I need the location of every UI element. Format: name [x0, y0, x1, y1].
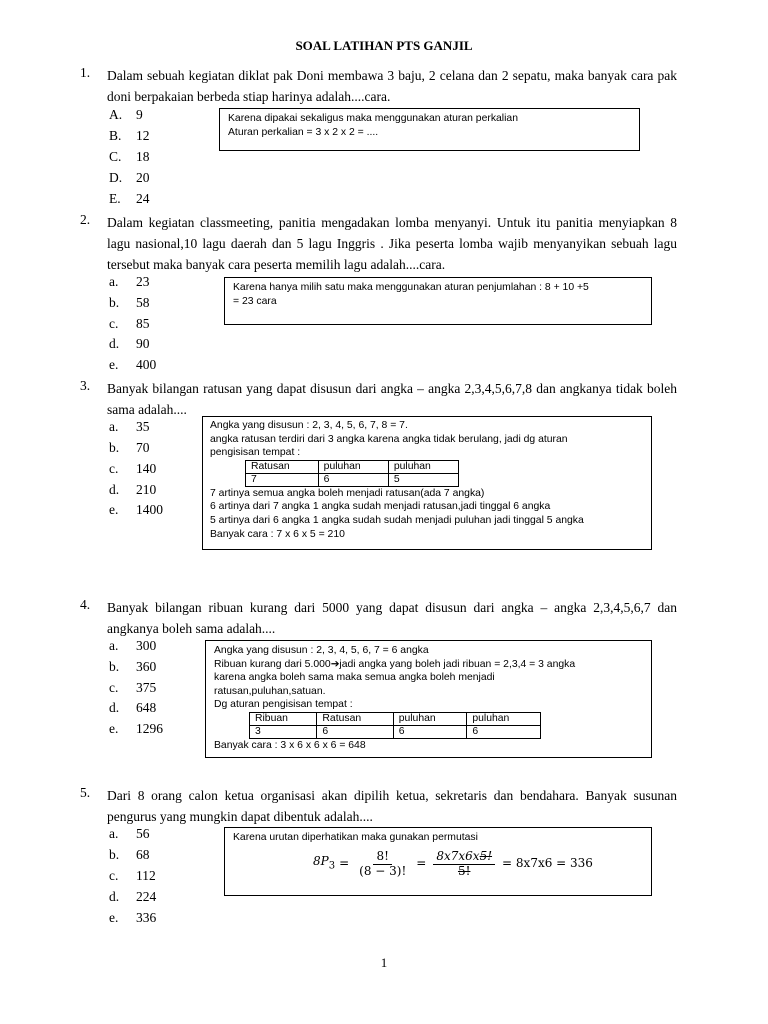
table-row — [250, 712, 541, 725]
q4-box-line — [214, 658, 643, 672]
q5-option-value: 112 — [136, 868, 156, 883]
table-header-cell: puluhan — [388, 460, 458, 473]
q2-box-line: Karena hanya milih satu maka menggunakan aturan penjumlahan : 8 + 10 +5 — [233, 282, 589, 293]
q2-option-value: 58 — [136, 295, 150, 310]
q3-option-value: 140 — [136, 461, 157, 476]
table-header-cell: puluhan — [318, 460, 388, 473]
q2-answer-box — [224, 277, 652, 325]
formula-fraction-2 — [433, 850, 495, 878]
table-cell: 7 — [246, 473, 319, 486]
formula-result: = 8x7x6 = 336 — [502, 856, 593, 871]
question-2-text: Dalam kegiatan classmeeting, panitia mengadakan lomba menyanyi. Untuk itu panitia menyiapkan 8 lagu nasional,10 lagu daerah dan 5 lagu Inggris . Jika peserta lomba wajib menyanyikan sebuah lagu tersebut maka banyak cara peserta memilih lagu adalah....cara. — [107, 215, 677, 272]
table-header-cell: Ratusan — [246, 460, 319, 473]
q4-option-letter: d. — [109, 700, 120, 715]
q1-option-letter: C. — [109, 149, 122, 164]
q1-answer-box — [219, 108, 640, 151]
table-cell: 6 — [317, 725, 393, 738]
fraction-numerator: 8! — [373, 850, 391, 865]
q2-option-value: 90 — [136, 336, 150, 351]
q4-place-value-table — [249, 712, 541, 739]
fraction-numerator — [433, 850, 495, 865]
table-header-cell: Ribuan — [250, 712, 317, 725]
question-1-text: Dalam sebuah kegiatan diklat pak Doni membawa 3 baju, 2 celana dan 2 sepatu, maka banyak cara pak doni berpakaian berbeda stiap harinya adalah....cara. — [107, 68, 677, 104]
page-title: SOAL LATIHAN PTS GANJIL — [295, 38, 473, 53]
fraction-denominator: 5! — [457, 863, 471, 878]
question-3-text: Banyak bilangan ratusan yang dapat disusun dari angka – angka 2,3,4,5,6,7,8 dan angkanya tidak boleh sama adalah.... — [107, 381, 677, 417]
q3-option-value: 70 — [136, 440, 150, 455]
cancelled-factorial: 5! — [479, 849, 493, 863]
q1-box-line: Aturan perkalian = 3 x 2 x 2 = .... — [228, 126, 379, 138]
question-5-number: 5. — [80, 785, 91, 800]
q4-option-letter: e. — [109, 721, 119, 736]
q3-option-value: 210 — [136, 482, 157, 497]
question-3-number: 3. — [80, 378, 91, 393]
q2-option-letter: b. — [109, 295, 120, 310]
q4-option-value: 375 — [136, 680, 157, 695]
q3-place-value-table — [245, 460, 459, 487]
q5-option-letter: c. — [109, 868, 119, 883]
q5-option-value: 68 — [136, 847, 150, 862]
q2-option-letter: c. — [109, 316, 119, 331]
q2-option-value: 23 — [136, 274, 150, 289]
q3-box-line: pengisisan tempat : — [210, 447, 301, 459]
q5-option-letter: b. — [109, 847, 120, 862]
q3-option-letter: c. — [109, 461, 119, 476]
q5-option-value: 56 — [136, 826, 150, 841]
q2-option-value: 400 — [136, 357, 157, 372]
permutation-formula — [313, 850, 593, 878]
q5-option-letter: e. — [109, 910, 119, 925]
table-cell: 5 — [388, 473, 458, 486]
q4-option-value: 300 — [136, 638, 157, 653]
table-header-cell: puluhan — [393, 712, 467, 725]
question-2-number: 2. — [80, 212, 91, 227]
table-header-cell: Ratusan — [317, 712, 393, 725]
q3-box-line: angka ratusan terdiri dari 3 angka karena angka tidak berulang, jadi dg aturan — [210, 433, 568, 445]
q1-option-value: 9 — [136, 107, 143, 122]
q4-box-line: Angka yang disusun : 2, 3, 4, 5, 6, 7 = 6 angka — [214, 645, 429, 656]
q1-option-value: 20 — [136, 170, 150, 185]
table-row — [246, 473, 459, 486]
table-header-cell: puluhan — [467, 712, 541, 725]
q1-option-value: 18 — [136, 149, 150, 164]
formula-equals: = — [339, 856, 350, 871]
q5-option-value: 224 — [136, 889, 157, 904]
q3-box-line: Banyak cara : 7 x 6 x 5 = 210 — [210, 528, 345, 540]
q4-option-letter: a. — [109, 638, 119, 653]
q1-option-value: 12 — [136, 128, 150, 143]
q4-option-letter: c. — [109, 680, 119, 695]
q2-option-value: 85 — [136, 316, 150, 331]
formula-equals: = — [416, 856, 427, 871]
q4-box-text: Ribuan kurang dari 5.000 — [214, 658, 331, 670]
question-4-number: 4. — [80, 597, 91, 612]
q5-option-value: 336 — [136, 910, 157, 925]
q3-option-value: 1400 — [136, 502, 163, 517]
q1-option-letter: B. — [109, 128, 122, 143]
q2-box-line: = 23 cara — [233, 295, 277, 307]
page-number: 1 — [380, 955, 388, 970]
table-cell: 6 — [467, 725, 541, 738]
q1-box-line: Karena dipakai sekaligus maka menggunakan aturan perkalian — [228, 113, 518, 124]
question-1-number: 1. — [80, 65, 91, 80]
q3-option-letter: e. — [109, 502, 119, 517]
q2-option-letter: e. — [109, 357, 119, 372]
question-4-text: Banyak bilangan ribuan kurang dari 5000 yang dapat disusun dari angka – angka 2,3,4,5,6,7 dan angkanya boleh sama adalah.... — [107, 600, 677, 636]
q5-box-line: Karena urutan diperhatikan maka gunakan permutasi — [233, 832, 478, 843]
q4-option-value: 1296 — [136, 721, 163, 736]
q4-box-line: Dg aturan pengisisan tempat : — [214, 699, 353, 711]
numerator-text: 8x7x6x — [436, 849, 480, 863]
q4-option-value: 360 — [136, 659, 157, 674]
q3-box-line: 7 artinya semua angka boleh menjadi ratusan(ada 7 angka) — [210, 487, 485, 499]
q3-option-letter: d. — [109, 482, 120, 497]
q1-option-value: 24 — [136, 191, 150, 206]
q4-box-line: ratusan,puluhan,satuan. — [214, 685, 326, 697]
q4-answer-box — [205, 640, 652, 758]
formula-lhs-sub: 3 — [328, 860, 336, 872]
q5-option-letter: a. — [109, 826, 119, 841]
q3-option-letter: a. — [109, 419, 119, 434]
q3-box-line: Angka yang disusun : 2, 3, 4, 5, 6, 7, 8 = 7. — [210, 420, 408, 431]
q1-option-letter: A. — [109, 107, 123, 122]
question-5-text: Dari 8 orang calon ketua organisasi akan dipilih ketua, sekretaris dan bendahara. Banyak susunan pengurus yang mungkin dapat dibentuk adalah.... — [107, 788, 677, 824]
formula-lhs — [313, 855, 335, 873]
q5-option-letter: d. — [109, 889, 120, 904]
q4-option-value: 648 — [136, 700, 157, 715]
q3-box-line: 5 artinya dari 6 angka 1 angka sudah sudah menjadi puluhan jadi tinggal 5 angka — [210, 514, 584, 526]
formula-lhs-text: 8P — [313, 854, 329, 869]
q2-option-letter: d. — [109, 336, 120, 351]
table-cell: 3 — [250, 725, 317, 738]
q3-box-line: 6 artinya dari 7 angka 1 angka sudah menjadi ratusan,jadi tinggal 6 angka — [210, 501, 551, 513]
table-row — [250, 725, 541, 738]
formula-fraction-1 — [356, 850, 409, 878]
q4-option-letter: b. — [109, 659, 120, 674]
table-cell: 6 — [318, 473, 388, 486]
q4-box-line: karena angka boleh sama maka semua angka boleh menjadi — [214, 672, 495, 684]
q2-option-letter: a. — [109, 274, 119, 289]
q5-answer-box — [224, 827, 652, 896]
q3-answer-box — [202, 416, 652, 550]
arrow-right-icon: ➔ — [330, 658, 340, 670]
fraction-denominator: (8 − 3)! — [359, 863, 407, 878]
q3-option-letter: b. — [109, 440, 120, 455]
q4-box-line: Banyak cara : 3 x 6 x 6 x 6 = 648 — [214, 739, 366, 751]
table-row — [246, 460, 459, 473]
table-cell: 6 — [393, 725, 467, 738]
q1-option-letter: E. — [109, 191, 121, 206]
q4-box-text: jadi angka yang boleh jadi ribuan = 2,3,4 = 3 angka — [339, 658, 576, 670]
q1-option-letter: D. — [109, 170, 123, 185]
q3-option-value: 35 — [136, 419, 150, 434]
